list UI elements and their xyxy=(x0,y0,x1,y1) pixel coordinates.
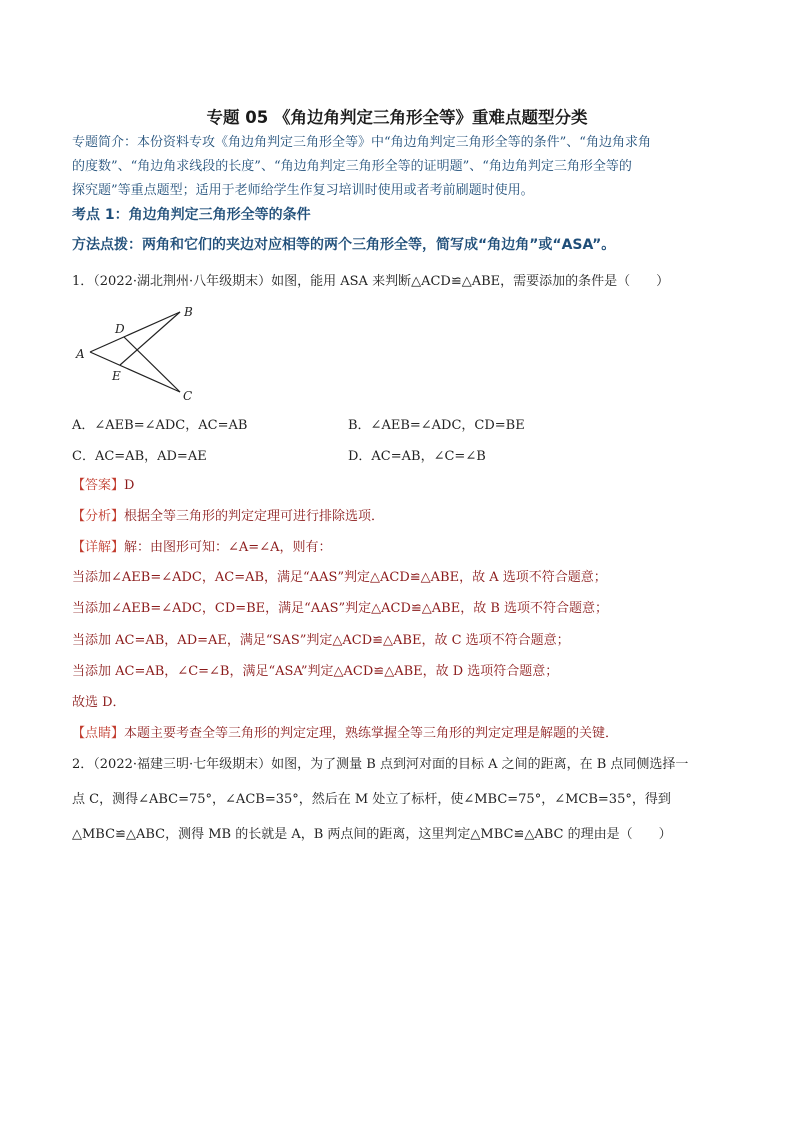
option-b: B．∠AEB=∠ADC，CD=BE xyxy=(348,418,525,433)
comment-text: 本题主要考查全等三角形的判定定理，熟练掌握全等三角形的判定定理是解题的关键． xyxy=(124,726,619,741)
answer-value: D xyxy=(124,478,135,493)
question-2-line-2: 点 C，测得∠ABC=75°，∠ACB=35°，然后在 M 处立了标杆，使∠MBC=75°，∠MCB=35°，得到 xyxy=(72,792,671,807)
detail-line-3: 当添加 AC=AB，AD=AE，满足“SAS”判定△ACD≌△ABE，故 C 选项不符合题意； xyxy=(72,633,570,648)
answer-row xyxy=(72,477,134,495)
option-d: D．AC=AB，∠C=∠B xyxy=(348,449,486,464)
segment-ab xyxy=(90,312,180,352)
detail-intro: 解：由图形可知：∠A=∠A，则有： xyxy=(124,540,332,555)
intro-line-2: 的度数”、“角边角求线段的长度”、“角边角判定三角形全等的证明题”、“角边角判定三角形全等的 xyxy=(72,159,632,174)
comment-row xyxy=(72,725,618,743)
intro-line-1: 专题简介：本份资料专攻《角边角判定三角形全等》中“角边角判定三角形全等的条件”、“角边角求角 xyxy=(72,135,651,150)
segment-eb xyxy=(120,312,180,365)
analysis-row xyxy=(72,508,384,526)
question-1-stem: 1．（2022·湖北荆州·八年级期末）如图，能用 ASA 来判断△ACD≌△ABE，需要添加的条件是（ ） xyxy=(72,274,670,289)
option-c: C．AC=AB，AD=AE xyxy=(72,449,207,464)
segment-dc xyxy=(124,337,180,392)
intro-line-3: 探究题”等重点题型；适用于老师给学生作复习培训时使用或者考前刷题时使用。 xyxy=(72,183,534,198)
detail-conclusion: 故选 D． xyxy=(72,695,126,710)
analysis-text: 根据全等三角形的判定定理可进行排除选项． xyxy=(124,509,385,524)
question-2-line-3: △MBC≌△ABC，测得 MB 的长就是 A，B 两点间的距离，这里判定△MBC≌△ABC 的理由是（ ） xyxy=(72,827,672,842)
detail-line-4: 当添加 AC=AB，∠C=∠B，满足“ASA”判定△ACD≌△ABE，故 D 选项符合题意； xyxy=(72,664,559,679)
detail-line-1: 当添加∠AEB=∠ADC，AC=AB，满足“AAS”判定△ACD≌△ABE，故 A 选项不符合题意； xyxy=(72,570,607,585)
detail-row xyxy=(72,539,331,557)
figure-label-e: E xyxy=(112,369,121,383)
question-2-line-1: 2．（2022·福建三明·七年级期末）如图，为了测量 B 点到河对面的目标 A 之间的距离，在 B 点同侧选择一 xyxy=(72,757,689,772)
comment-tag: 【点睛】 xyxy=(72,726,125,741)
detail-line-2: 当添加∠AEB=∠ADC，CD=BE，满足“AAS”判定△ACD≌△ABE，故 B 选项不符合题意； xyxy=(72,601,609,616)
answer-tag: 【答案】 xyxy=(72,478,125,493)
figure-label-a: A xyxy=(76,347,85,361)
detail-tag: 【详解】 xyxy=(72,540,125,555)
question-1-figure xyxy=(70,300,210,408)
section-heading: 考点 1：角边角判定三角形全等的条件 xyxy=(72,207,311,223)
figure-label-c: C xyxy=(183,389,193,403)
segment-ac xyxy=(90,352,180,392)
figure-label-d: D xyxy=(115,322,125,336)
page-title: 专题 05 《角边角判定三角形全等》重难点题型分类 xyxy=(206,108,588,127)
figure-label-b: B xyxy=(184,305,193,319)
option-a: A．∠AEB=∠ADC，AC=AB xyxy=(72,418,248,433)
analysis-tag: 【分析】 xyxy=(72,509,125,524)
method-tip: 方法点拨：两角和它们的夹边对应相等的两个三角形全等，简写成“角边角”或“ASA”。 xyxy=(72,237,616,253)
